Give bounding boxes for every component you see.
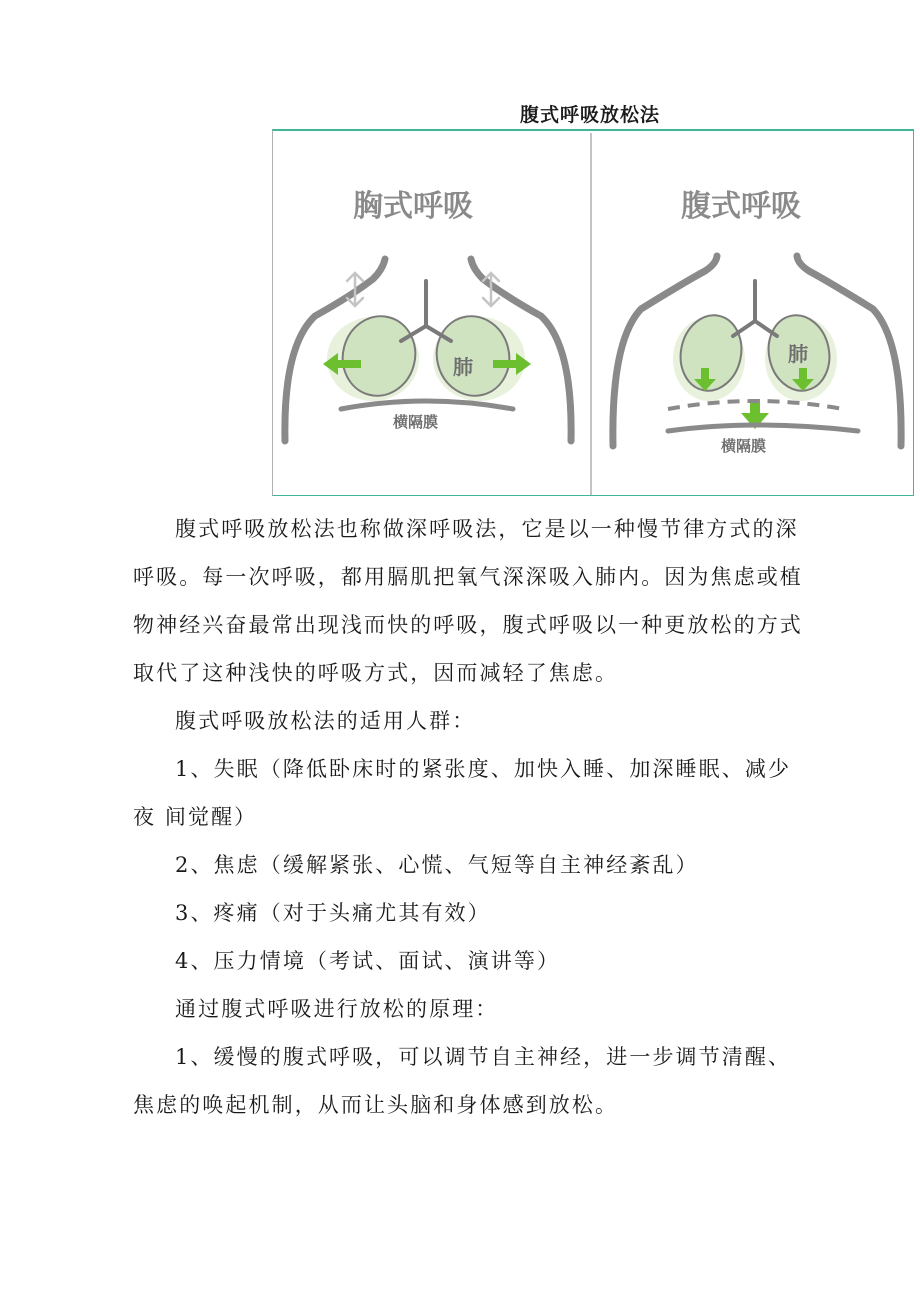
lung-label: 肺 bbox=[788, 342, 808, 366]
principle-item-1: 1、缓慢的腹式呼吸，可以调节自主神经，进一步调节清醒、焦虑的唤起机制，从而让头脑和身体感到放松。 bbox=[133, 1045, 792, 1117]
diaphragm-label: 横隔膜 bbox=[393, 413, 439, 431]
section-heading-principle: 通过腹式呼吸进行放松的原理： bbox=[175, 997, 499, 1021]
breathing-diagram-svg bbox=[273, 131, 913, 495]
trachea bbox=[733, 281, 777, 336]
diaphragm-label: 横隔膜 bbox=[721, 437, 767, 455]
list-item-anxiety: 2、焦虑（缓解紧张、心慌、气短等自主神经紊乱） bbox=[175, 853, 699, 877]
list-item-stress: 4、压力情境（考试、面试、演讲等） bbox=[175, 949, 561, 973]
right-panel-title: 腹式呼吸 bbox=[681, 189, 801, 224]
document-title: 腹式呼吸放松法 bbox=[519, 104, 660, 126]
body-text bbox=[133, 505, 813, 1129]
intro-paragraph: 腹式呼吸放松法也称做深呼吸法，它是以一种慢节律方式的深呼吸。每一次呼吸，都用膈肌把氧气深深吸入肺内。因为焦虑或植物神经兴奋最常出现浅而快的呼吸，腹式呼吸以一种更放松的方式取代了这种浅快的呼吸方式，因而减轻了焦虑。 bbox=[133, 517, 803, 685]
left-panel bbox=[285, 189, 571, 441]
left-panel-title: 胸式呼吸 bbox=[353, 189, 473, 224]
section-heading-applicable: 腹式呼吸放松法的适用人群： bbox=[175, 709, 476, 733]
diaphragm-line bbox=[668, 425, 858, 431]
list-item-insomnia: 1、失眠（降低卧床时的紧张度、加快入睡、加深睡眠、减少夜 间觉醒） bbox=[133, 757, 792, 829]
diaphragm-line bbox=[341, 401, 513, 409]
list-item-pain: 3、疼痛（对于头痛尤其有效） bbox=[175, 901, 491, 925]
breathing-diagram bbox=[272, 129, 914, 496]
lung-label: 肺 bbox=[453, 355, 473, 379]
right-panel bbox=[613, 189, 901, 455]
